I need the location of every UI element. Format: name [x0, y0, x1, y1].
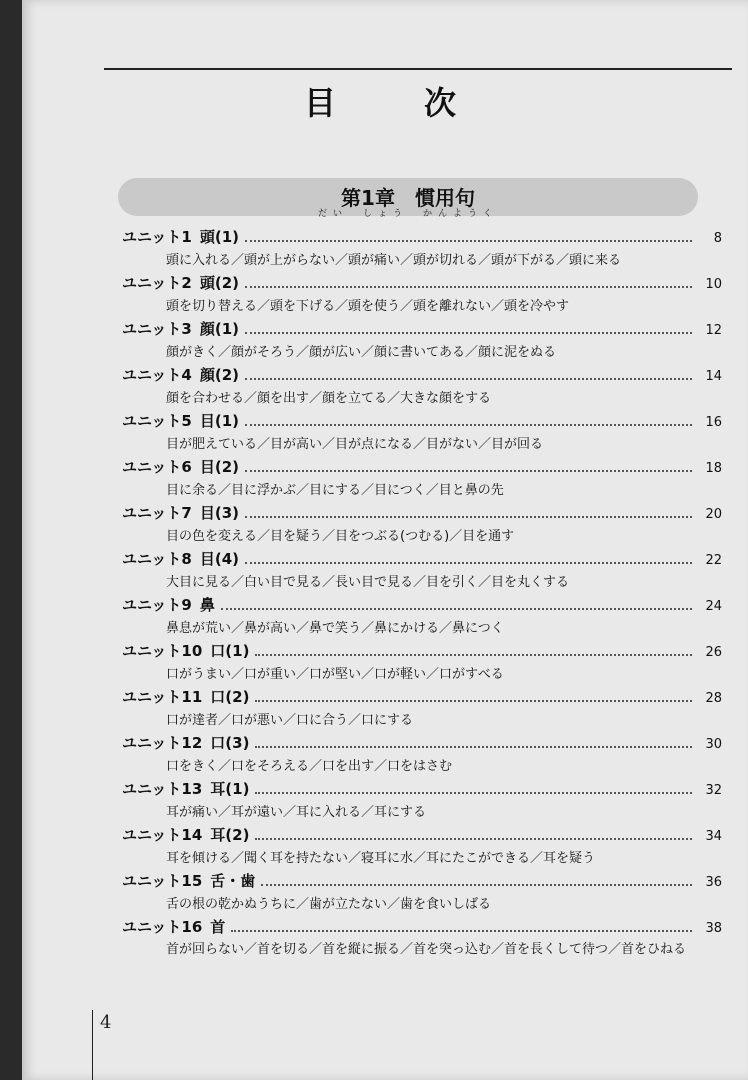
dot-leader: [245, 276, 692, 288]
page-number: 20: [705, 507, 722, 522]
page-number: 38: [705, 921, 722, 936]
page-number: 28: [705, 691, 722, 706]
idiom-list: 舌の根の乾かぬうちに／歯が立たない／歯を食いしばる: [166, 897, 492, 912]
toc-entry: [122, 732, 722, 778]
dot-leader: [245, 460, 692, 472]
idiom-list: 頭に入れる／頭が上がらない／頭が痛い／頭が切れる／頭が下がる／頭に来る: [166, 253, 622, 268]
unit-topic: 首: [210, 918, 226, 936]
folio-rule: [92, 1010, 93, 1080]
dot-leader: [245, 322, 692, 334]
unit-label: ユニット4: [122, 366, 192, 384]
toc-entry: [122, 778, 722, 824]
unit-topic: 口(3): [210, 734, 250, 752]
idiom-list: 口をきく／口をそろえる／口を出す／口をはさむ: [166, 759, 453, 774]
dot-leader: [245, 414, 692, 426]
unit-topic: 目(3): [199, 504, 239, 522]
unit-topic: 口(2): [210, 688, 250, 706]
toc-entry: [122, 226, 722, 272]
page-number: 36: [705, 875, 722, 890]
book-page: [22, 0, 748, 1080]
unit-topic: 目(2): [199, 458, 239, 476]
page-number: 14: [705, 369, 722, 384]
page-number: 34: [705, 829, 722, 844]
toc-entry: [122, 916, 722, 962]
dot-leader: [221, 598, 692, 610]
unit-topic: 目(4): [199, 550, 239, 568]
unit-topic: 頭(2): [199, 274, 239, 292]
unit-label: ユニット9: [122, 596, 192, 614]
unit-topic: 顔(2): [199, 366, 239, 384]
unit-label: ユニット12: [122, 734, 203, 752]
chapter-header: [118, 178, 698, 219]
idiom-list: 目の色を変える／目を疑う／目をつぶる(つむる)／目を通す: [166, 529, 515, 544]
page-number: 22: [705, 553, 722, 568]
unit-label: ユニット8: [122, 550, 192, 568]
unit-label: ユニット5: [122, 412, 192, 430]
unit-label: ユニット3: [122, 320, 192, 338]
toc-entry: [122, 686, 722, 732]
chapter-ruby: だい しょう かんようく: [317, 209, 498, 219]
dot-leader: [245, 506, 692, 518]
unit-topic: 目(1): [199, 412, 239, 430]
unit-label: ユニット14: [122, 826, 203, 844]
dot-leader: [255, 690, 692, 702]
toc-entry: [122, 548, 722, 594]
toc-entry: [122, 870, 722, 916]
unit-topic: 鼻: [199, 596, 215, 614]
idiom-list: 首が回らない／首を切る／首を縦に振る／首を突っ込む／首を長くして待つ／首をひねる: [166, 942, 687, 957]
top-rule: [104, 68, 732, 70]
dot-leader: [255, 782, 692, 794]
toc-list: [122, 226, 722, 962]
toc-entry: [122, 272, 722, 318]
page-number: 16: [705, 415, 722, 430]
unit-label: ユニット6: [122, 458, 192, 476]
idiom-list: 大目に見る／白い目で見る／長い目で見る／目を引く／目を丸くする: [166, 575, 570, 590]
dot-leader: [255, 828, 692, 840]
dot-leader: [255, 736, 692, 748]
idiom-list: 顔がきく／顔がそろう／顔が広い／顔に書いてある／顔に泥をぬる: [166, 345, 557, 360]
idiom-list: 顔を合わせる／顔を出す／顔を立てる／大きな顔をする: [166, 391, 492, 406]
dot-leader: [245, 230, 692, 242]
unit-topic: 口(1): [210, 642, 250, 660]
dot-leader: [245, 552, 692, 564]
idiom-list: 頭を切り替える／頭を下げる／頭を使う／頭を離れない／頭を冷やす: [166, 299, 570, 314]
idiom-list: 目に余る／目に浮かぶ／目にする／目につく／目と鼻の先: [166, 483, 504, 498]
dot-leader: [255, 644, 692, 656]
unit-label: ユニット11: [122, 688, 203, 706]
folio-number: 4: [100, 1012, 112, 1033]
unit-topic: 顔(1): [199, 320, 239, 338]
unit-label: ユニット16: [122, 918, 203, 936]
idiom-list: 目が肥えている／目が高い／目が点になる／目がない／目が回る: [166, 437, 544, 452]
unit-topic: 頭(1): [199, 228, 239, 246]
unit-label: ユニット15: [122, 872, 203, 890]
toc-entry: [122, 594, 722, 640]
page-number: 10: [705, 277, 722, 292]
idiom-list: 耳を傾ける／聞く耳を持たない／寝耳に水／耳にたこができる／耳を疑う: [166, 851, 596, 866]
idiom-list: 鼻息が荒い／鼻が高い／鼻で笑う／鼻にかける／鼻につく: [166, 621, 504, 636]
toc-entry: [122, 364, 722, 410]
toc-entry: [122, 640, 722, 686]
unit-topic: 舌・歯: [210, 872, 256, 890]
toc-entry: [122, 410, 722, 456]
toc-entry: [122, 456, 722, 502]
unit-label: ユニット7: [122, 504, 192, 522]
page-title: 目 次: [303, 84, 484, 122]
page-number: 8: [713, 231, 722, 246]
dot-leader: [245, 368, 692, 380]
idiom-list: 耳が痛い／耳が遠い／耳に入れる／耳にする: [166, 805, 427, 820]
page-number: 24: [705, 599, 722, 614]
page-number: 18: [705, 461, 722, 476]
idiom-list: 口が達者／口が悪い／口に合う／口にする: [166, 713, 414, 728]
idiom-list: 口がうまい／口が重い／口が堅い／口が軽い／口がすべる: [166, 667, 504, 682]
chapter-title: 第1章 慣用句: [341, 186, 475, 210]
toc-entry: [122, 502, 722, 548]
toc-entry: [122, 824, 722, 870]
page-number: 30: [705, 737, 722, 752]
unit-label: ユニット10: [122, 642, 203, 660]
dot-leader: [261, 874, 692, 886]
unit-label: ユニット2: [122, 274, 192, 292]
unit-topic: 耳(2): [210, 826, 250, 844]
page-number: 12: [705, 323, 722, 338]
page-number: 26: [705, 645, 722, 660]
page-number: 32: [705, 783, 722, 798]
unit-label: ユニット1: [122, 228, 192, 246]
unit-label: ユニット13: [122, 780, 203, 798]
dot-leader: [231, 920, 692, 932]
unit-topic: 耳(1): [210, 780, 250, 798]
toc-entry: [122, 318, 722, 364]
